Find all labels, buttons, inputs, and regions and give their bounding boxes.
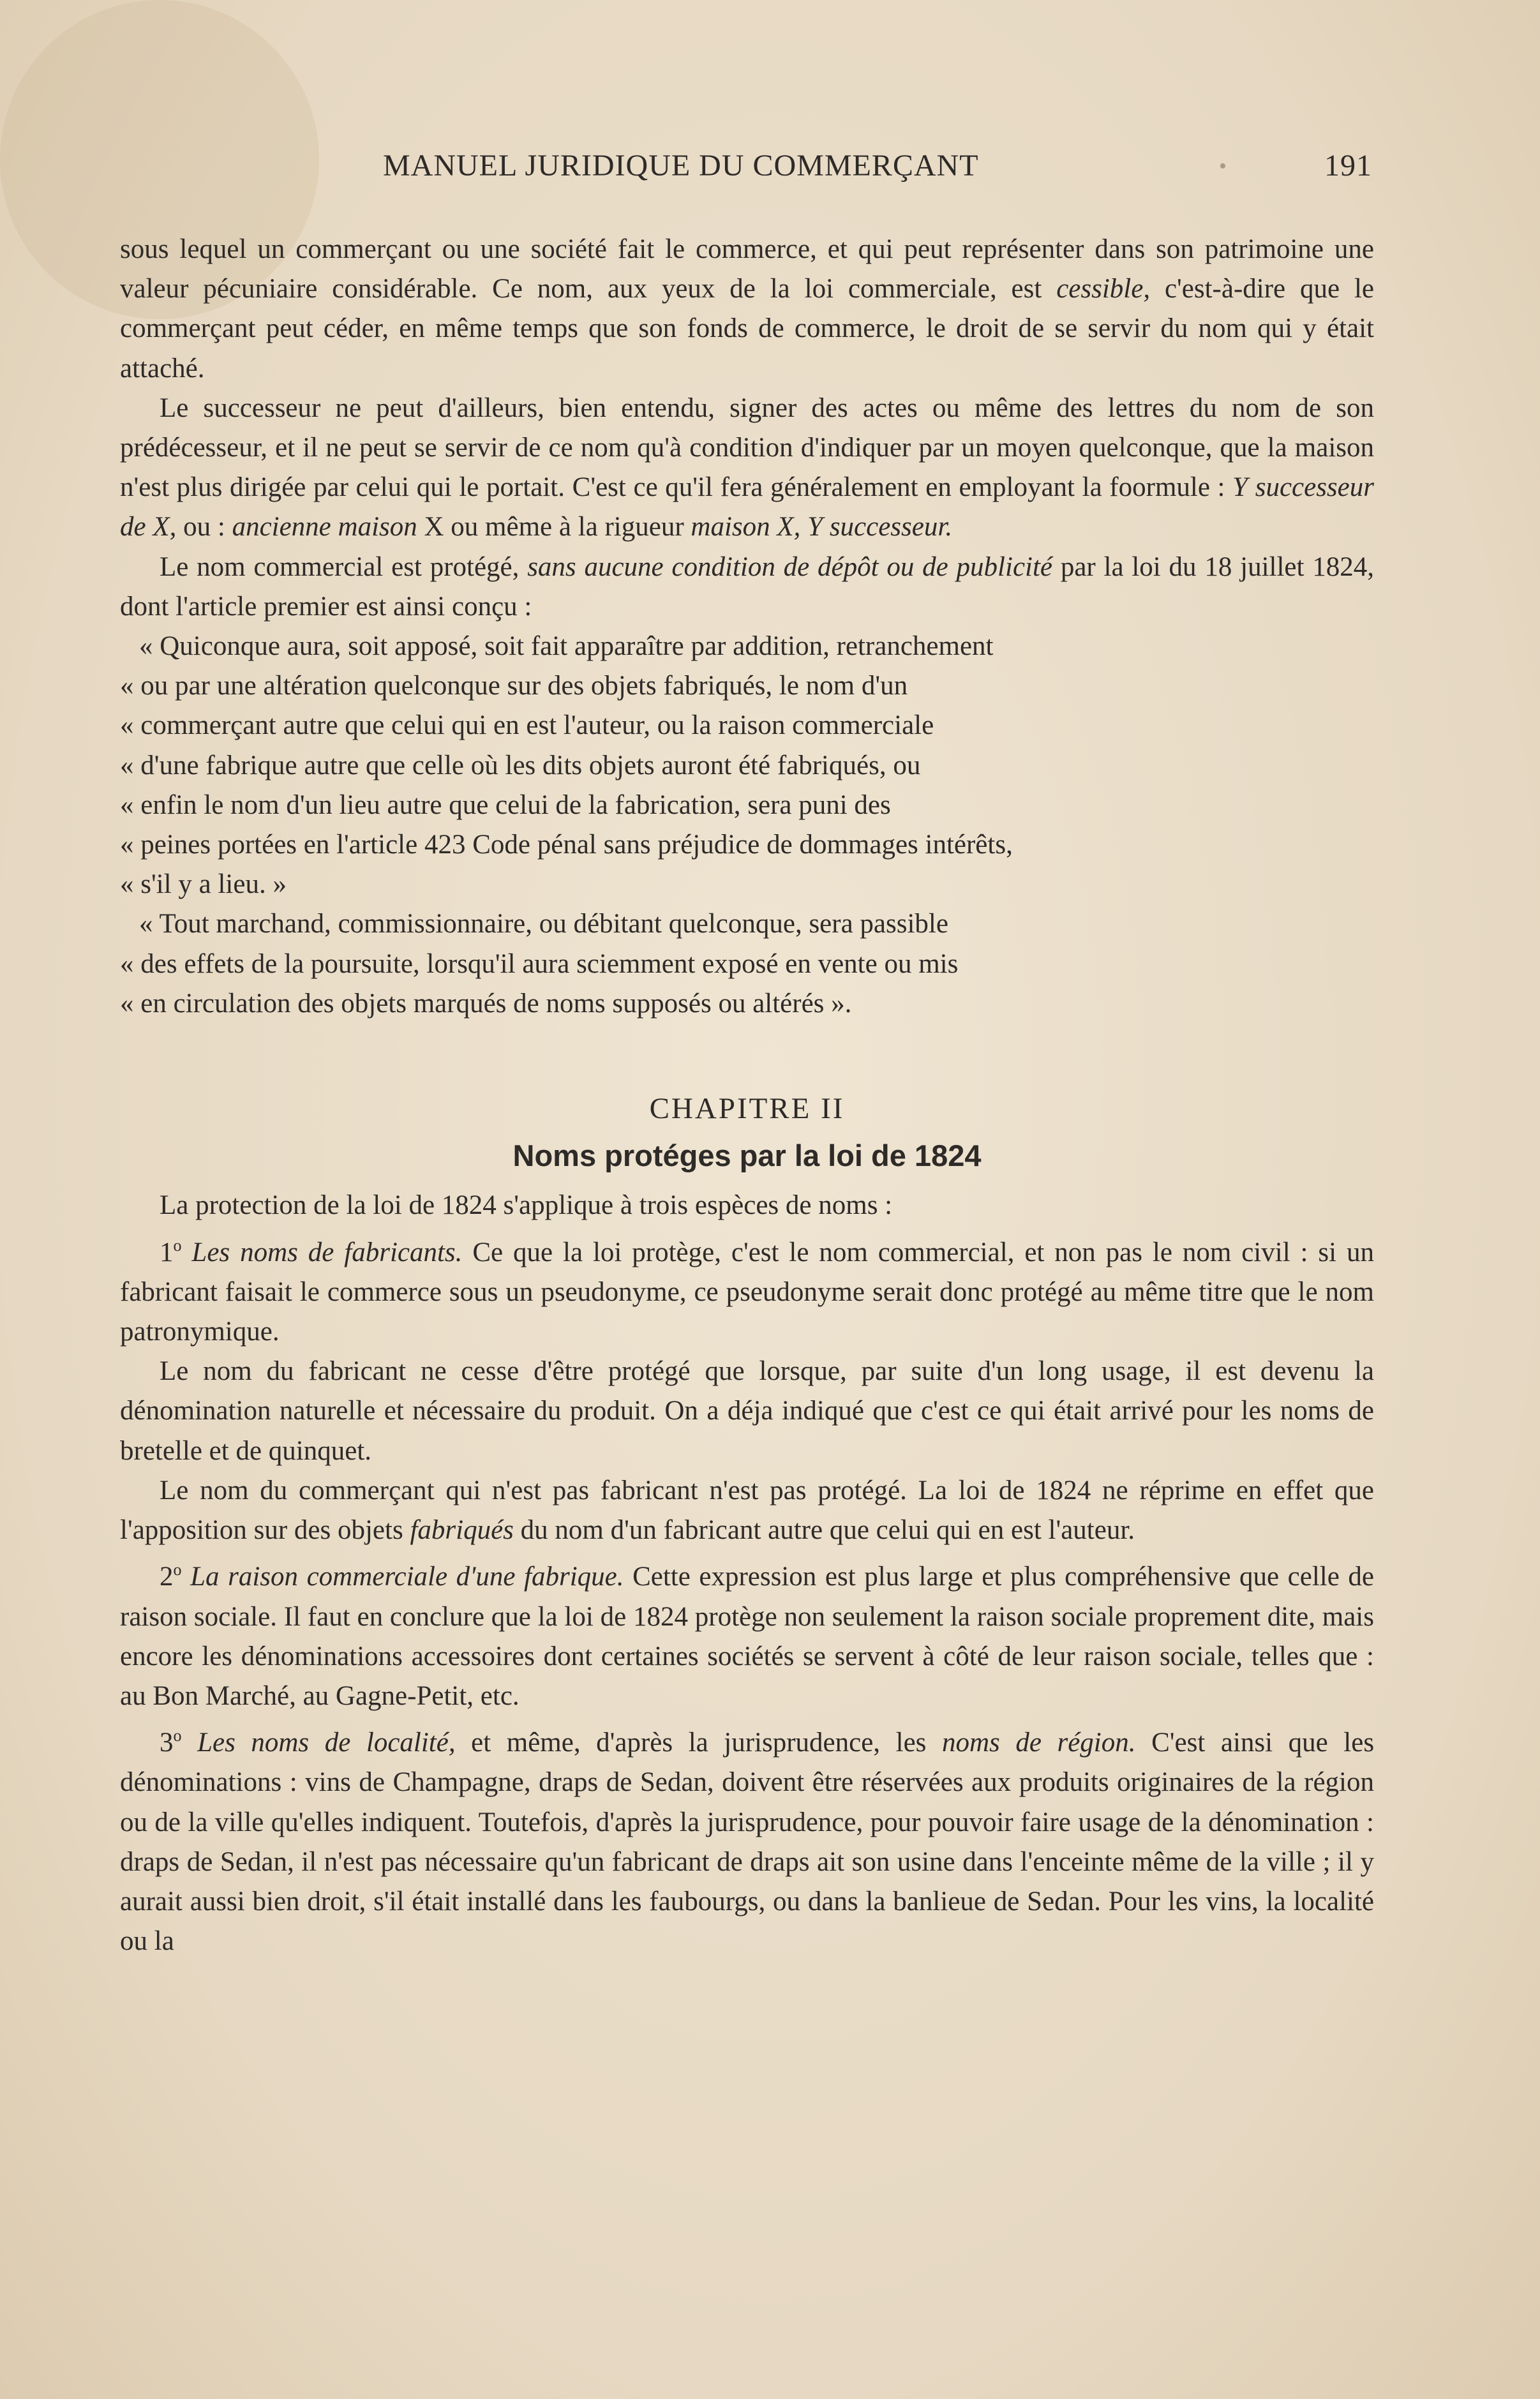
chapter-title: Noms protéges par la loi de 1824	[512, 1139, 982, 1173]
section-intro: La protection de la loi de 1824 s'applique à trois espèces de noms :	[160, 1190, 893, 1221]
text-run: Le nom commercial est protégé,	[160, 551, 520, 582]
ordinal-mark: o	[173, 1236, 182, 1255]
quote-line: « ou par une altération quelconque sur des objets fabriqués, le nom d'un	[120, 671, 908, 701]
italic-run: Les noms de localité,	[197, 1728, 456, 1758]
page-body	[120, 230, 1374, 1961]
header-dot-mark: •	[1219, 154, 1227, 178]
quote-article-1	[120, 627, 1374, 904]
quote-line: « Quiconque aura, soit apposé, soit fait apparaître par addition, retranchement	[139, 631, 994, 662]
quote-line: « enfin le nom d'un lieu autre que celui de la fabrication, sera puni des	[120, 789, 891, 820]
italic-run: maison X, Y successeur.	[691, 512, 953, 542]
running-title: MANUEL JURIDIQUE DU COMMERÇANT	[383, 149, 979, 183]
italic-run: Y successeur de X,	[120, 472, 1374, 542]
item-1-paragraph-2: Le nom du fabricant ne cesse d'être protégé que lorsque, par suite d'un long usage, il est devenu la dénomination naturelle et nécessaire du produit. On a déja indiqué que c'est ce qui était arrivé pour les noms de bretelle et de quinquet.	[120, 1356, 1374, 1466]
quote-article-2	[120, 904, 1374, 1024]
italic-run: noms de région.	[941, 1728, 1136, 1758]
text-run: Cette expression est plus large et plus compréhensive que celle de raison sociale. Il faut en conclure que la loi de 1824 protège non seulement la raison sociale proprement dite, mais encore les dénominations accessoires dont certaines sociétés se servent à côté de leur raison sociale, telles que : au Bon Marché, au Gagne-Petit, etc.	[120, 1562, 1374, 1711]
item-2	[120, 1550, 1374, 1716]
paragraph-2	[120, 389, 1374, 548]
text-run: par la loi du 18 juillet 1824, dont l'article premier est ainsi conçu :	[120, 551, 1375, 622]
quote-line: « des effets de la poursuite, lorsqu'il aura sciemment exposé en vente ou mis	[120, 948, 959, 979]
quote-line: « s'il y a lieu. »	[120, 869, 287, 900]
italic-run: Les noms de fabricants.	[191, 1237, 463, 1267]
item-1	[120, 1226, 1374, 1352]
text-run: Ce que la loi protège, c'est le nom commercial, et non pas le nom civil : si un fabricant faisait le commerce sous un pseudonyme, ce pseudonyme serait donc protégé au même titre que le nom patronymique.	[120, 1237, 1375, 1347]
text-run: X ou même à la rigueur	[424, 512, 684, 542]
item-3	[120, 1716, 1374, 1961]
item-number: 2	[160, 1562, 174, 1592]
paragraph-1	[120, 230, 1374, 389]
quote-line: « Tout marchand, commissionnaire, ou débitant quelconque, sera passible	[139, 909, 948, 939]
text-run: Le nom du commerçant qui n'est pas fabricant n'est pas protégé. La loi de 1824 ne réprime en effet que l'apposition sur des objets	[120, 1475, 1374, 1546]
chapter-number: CHAPITRE II	[649, 1092, 845, 1126]
italic-run: ancienne maison	[232, 512, 417, 542]
italic-run: sans aucune condition de dépôt ou de publicité	[527, 551, 1053, 582]
ordinal-mark: o	[173, 1560, 182, 1580]
quote-line: « peines portées en l'article 423 Code pénal sans préjudice de dommages intérêts,	[120, 830, 1013, 860]
ordinal-mark: o	[173, 1726, 182, 1745]
quote-line: « commerçant autre que celui qui en est l'auteur, ou la raison commerciale	[120, 710, 934, 741]
page-number: 191	[1324, 149, 1372, 183]
text-run: du nom d'un fabricant autre que celui qui en est l'auteur.	[520, 1515, 1135, 1546]
text-run: sous lequel un commerçant ou une société fait le commerce, et qui peut représenter dans son patrimoine une valeur pécuniaire considérable. Ce nom, aux yeux de la loi commerciale, est	[120, 234, 1374, 304]
italic-run: fabriqués	[410, 1515, 514, 1546]
page-header	[121, 148, 1372, 193]
italic-run: cessible,	[1056, 274, 1151, 304]
text-run: C'est ainsi que les dénominations : vins de Champagne, draps de Sedan, doivent être réservées aux produits originaires de la région ou de la ville qu'elles indiquent. Toutefois, d'après la jurisprudence, pour pouvoir faire usage de la dénomination : draps de Sedan, il n'est pas nécessaire qu'un fabricant de draps ait son usine dans l'enceinte même de la ville ; il y aurait aussi bien droit, s'il était installé dans les faubourgs, ou dans la banlieue de Sedan. Pour les vins, la localité ou la	[120, 1728, 1375, 1957]
item-number: 1	[160, 1237, 174, 1267]
item-1-paragraph-3	[120, 1471, 1374, 1550]
quote-line: « d'une fabrique autre que celle où les dits objets auront été fabriqués, ou	[120, 750, 921, 781]
text-run: et même, d'après la jurisprudence, les	[471, 1728, 927, 1758]
paragraph-3	[120, 548, 1374, 627]
quote-line: « en circulation des objets marqués de noms supposés ou altérés ».	[120, 988, 852, 1019]
text-run: ou :	[183, 512, 225, 542]
text-run: Le successeur ne peut d'ailleurs, bien entendu, signer des actes ou même des lettres du nom de son prédécesseur, et il ne peut se servir de ce nom qu'à condition d'indiquer par un moyen quelconque, que la maison n'est plus dirigée par celui qui le portait. C'est ce qu'il fera généralement en employant la foormule :	[120, 392, 1374, 503]
item-number: 3	[160, 1728, 174, 1758]
text-run: c'est-à-dire que le commerçant peut céder, en même temps que son fonds de commerce, le droit de se servir du nom qui y était attaché.	[120, 274, 1374, 384]
italic-run: La raison commerciale d'une fabrique.	[190, 1562, 624, 1592]
